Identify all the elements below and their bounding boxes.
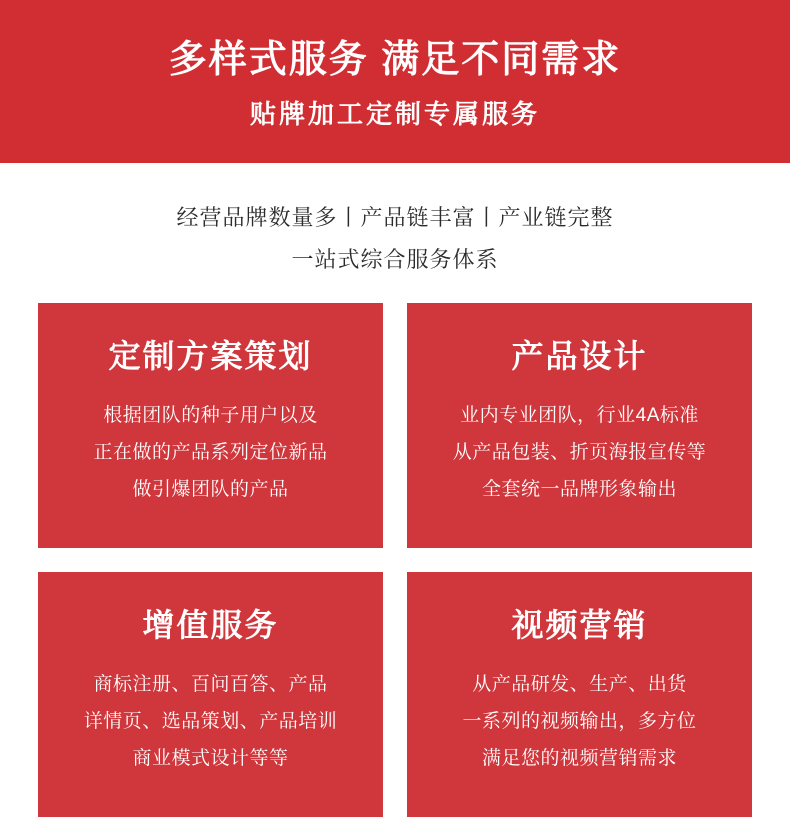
card-line: 商标注册、百问百答、产品 bbox=[93, 673, 328, 695]
header-banner bbox=[0, 0, 790, 163]
card-line: 满足您的视频营销需求 bbox=[481, 748, 677, 770]
intro-block bbox=[0, 197, 790, 281]
card-title: 产品设计 bbox=[511, 337, 648, 374]
banner-subtitle: 贴牌加工定制专属服务 bbox=[249, 99, 540, 130]
card-line: 全套统一品牌形象输出 bbox=[481, 479, 677, 501]
intro-line-2: 一站式综合服务体系 bbox=[291, 246, 499, 272]
card-line: 业内专业团队，行业4A标准 bbox=[460, 404, 699, 426]
intro-line-1: 经营品牌数量多丨产品链丰富丨产业链完整 bbox=[176, 205, 614, 230]
card-line: 商业模式设计等等 bbox=[132, 748, 289, 770]
service-card-custom-planning bbox=[38, 303, 383, 548]
card-title: 定制方案策划 bbox=[108, 337, 313, 374]
card-title: 增值服务 bbox=[142, 606, 279, 643]
card-line: 做引爆团队的产品 bbox=[132, 479, 289, 501]
card-line: 从产品研发、生产、出货 bbox=[472, 673, 687, 695]
service-card-product-design bbox=[407, 303, 752, 548]
service-card-video-marketing bbox=[407, 572, 752, 817]
service-cards-grid bbox=[38, 303, 752, 817]
card-title: 视频营销 bbox=[511, 606, 648, 643]
card-line: 一系列的视频输出，多方位 bbox=[462, 711, 697, 733]
banner-title: 多样式服务 满足不同需求 bbox=[168, 38, 622, 81]
card-line: 详情页、选品策划、产品培训 bbox=[83, 711, 338, 733]
card-line: 从产品包装、折页海报宣传等 bbox=[452, 442, 707, 464]
service-card-value-added bbox=[38, 572, 383, 817]
card-line: 根据团队的种子用户以及 bbox=[103, 404, 318, 426]
card-line: 正在做的产品系列定位新品 bbox=[93, 442, 328, 464]
